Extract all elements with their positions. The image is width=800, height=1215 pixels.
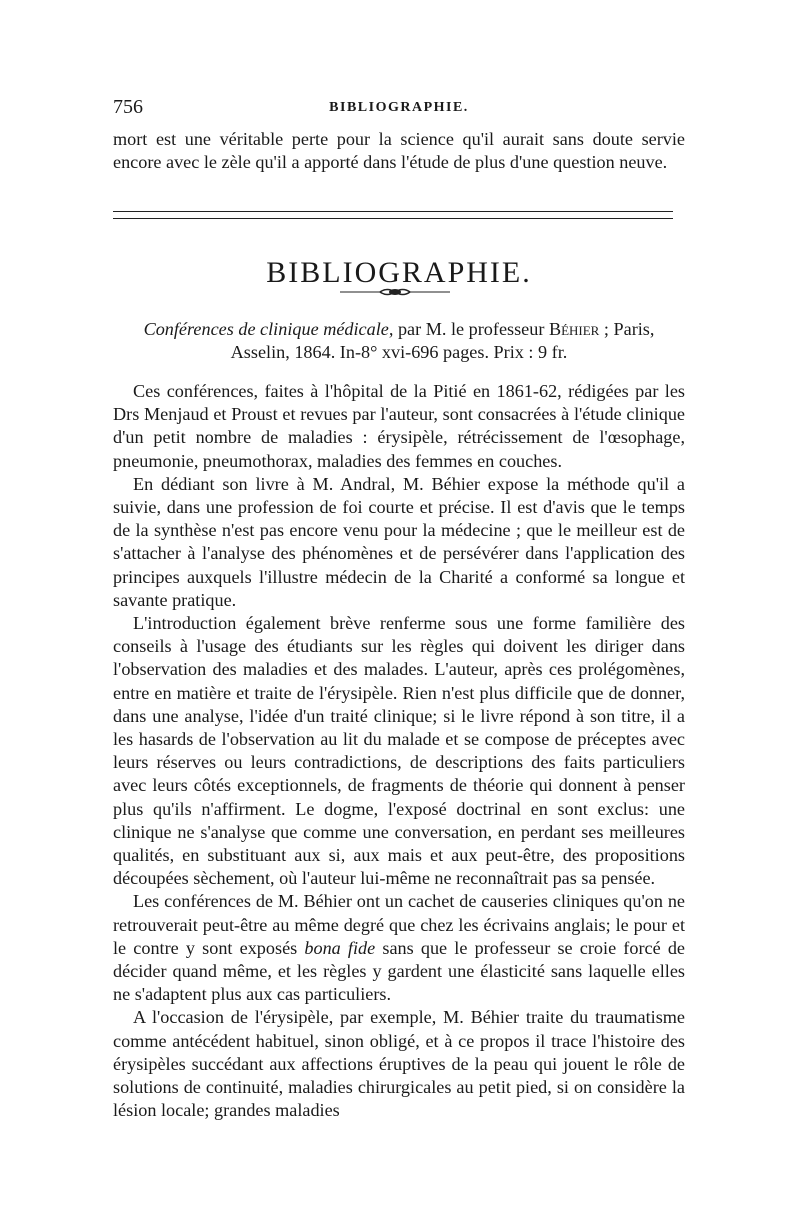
running-header [113, 96, 685, 120]
carry-over-paragraph [113, 128, 685, 174]
carry-over-text: mort est une véritable perte pour la science qu'il aurait sans doute servie encore avec le zèle qu'il a apporté dans l'étude de plus d'une question neuve. [113, 129, 685, 173]
review-paragraph-5: A l'occasion de l'érysipèle, par exemple, M. Béhier traite du traumatisme comme antécédent habituel, sinon obligé, et à ce propos il trace l'histoire des érysipèles succédant aux affections éruptives de la peau qui jouent le rôle de solutions de continuité, maladies chirurgicales au petit pied, si on considère la lésion locale; grandes maladies [113, 1007, 685, 1121]
review-paragraph-4-end: sans que le professeur se croie forcé de décider quand même, et les règles y gardent une élasticité sans laquelle elles ne s'adaptent plus aux cas particuliers. [113, 937, 685, 1005]
review-body [113, 380, 685, 1123]
book-publication: ; Paris, Asselin, 1864. In-8° xvi-696 pages. Prix : 9 fr. [230, 319, 655, 363]
review-paragraph-3: L'introduction également brève renferme sous une forme familière des conseils à l'usage des étudiants sur les règles qui doivent les diriger dans l'observation des maladies et des malades. L'auteur, après ces prolégomènes, entre en matière et traite de l'érysipèle. Rien n'est plus difficile que de donner, dans une analyse, l'idée d'un traité clinique; si le livre répond à son titre, il a les hasards de l'observation au lit du malade et se compose de préceptes avec leurs réserves ou leurs contradictions, de descriptions des faits particuliers avec leurs côtés exceptionnels, de fragments de théorie qui donnent à penser plus qu'ils n'affirment. Le dogme, l'exposé doctrinal en sont exclus: une clinique ne s'analyse que comme une conversation, en perdant ses meilleures qualités, en substituant aux si, aux mais et aux peut-être, des propositions découpées sèchement, où l'auteur lui-même ne reconnaîtrait pas sa pensée. [113, 613, 685, 889]
book-citation [113, 318, 685, 364]
ornament-divider-icon [340, 286, 450, 298]
book-author: Béhier [548, 319, 600, 339]
section-title: BIBLIOGRAPHIE. [266, 256, 532, 290]
review-paragraph-1: Ces conférences, faites à l'hôpital de la Pitié en 1861-62, rédigées par les Drs Menjaud et Proust et revues par l'auteur, sont consacrées à l'étude clinique d'un petit nombre de maladies : érysipèle, rétrécissement de l'œsophage, pneumonie, pneumothorax, maladies des femmes en couches. [113, 381, 685, 471]
running-title: BIBLIOGRAPHIE. [329, 100, 469, 115]
review-paragraph-4-latin: bona fide [304, 937, 376, 958]
double-rule-divider [113, 211, 673, 219]
review-paragraph-4-start: Les conférences de M. Béhier ont un cachet de causeries cliniques qu'on ne retrouverait peut-être au même degré que chez les écrivains anglais; le pour et le contre y sont exposés [113, 891, 685, 958]
book-by: par M. le professeur [393, 319, 549, 339]
review-paragraph-2: En dédiant son livre à M. Andral, M. Béhier expose la méthode qu'il a suivie, dans une profession de foi courte et précise. Il est d'avis que le temps de la synthèse n'est pas encore venu pour la médecine ; que le meilleur est de s'attacher à l'analyse des phénomènes et de persévérer dans l'application des principes auxquels l'illustre médecin de la Charité a conformé sa longue et savante pratique. [113, 473, 685, 610]
page-number: 756 [113, 96, 143, 118]
review-paragraph-4 [113, 890, 685, 1006]
book-title: Conférences de clinique médicale, [143, 319, 394, 339]
